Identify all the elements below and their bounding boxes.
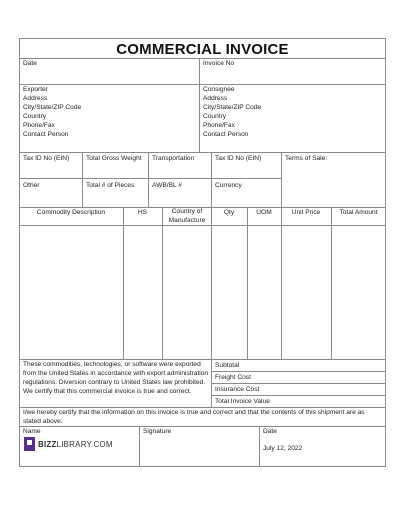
consignee-city: City/State/ZIP Code xyxy=(203,104,262,111)
exporter-label: Exporter xyxy=(23,86,48,93)
line-under-subtotal xyxy=(211,371,386,372)
subtotal-label: Subtotal xyxy=(215,362,240,369)
logo-text xyxy=(38,440,113,449)
consignee-country: Country xyxy=(203,113,227,120)
consignee-address: Address xyxy=(203,95,228,102)
export-disclaimer: These commodities, technologies, or software were exported from the United States in accordance with export administration regulations. Diversion contrary to United States law prohibited. We certify that this commercial invoice is true and correct. xyxy=(23,361,209,395)
logo-brand: BIZZ xyxy=(38,439,57,449)
line-under-insurance xyxy=(211,395,386,396)
line-under-freight xyxy=(211,383,386,384)
awb-bl-label: AWB/BL # xyxy=(152,182,182,189)
exporter-city: City/State/ZIP Code xyxy=(23,104,82,111)
col-divider-2 xyxy=(162,207,163,359)
exporter-contact: Contact Person xyxy=(23,131,69,138)
header-country-of-manufacture: Country of Manufacture xyxy=(168,208,206,224)
header-commodity-description: Commodity Description xyxy=(36,209,106,216)
consignee-label: Consignee xyxy=(203,86,235,93)
freight-cost-label: Freight Cost xyxy=(215,374,251,381)
logo-suffix: LIBRARY.COM xyxy=(56,439,113,449)
header-total-amount: Total Amount xyxy=(339,209,378,216)
divider-name-signature xyxy=(139,426,140,466)
exporter-phone: Phone/Fax xyxy=(23,122,55,129)
consignee-contact: Contact Person xyxy=(203,131,249,138)
divider-date-parties xyxy=(199,58,200,152)
line-under-certification xyxy=(19,426,386,427)
border-left xyxy=(19,38,20,467)
col-divider-3 xyxy=(211,207,212,407)
consignee-phone: Phone/Fax xyxy=(203,122,235,129)
exporter-country: Country xyxy=(23,113,47,120)
page-title: COMMERCIAL INVOICE xyxy=(116,41,289,58)
tax-id-right-label: Tax ID No (EIN) xyxy=(215,155,262,162)
header-unit-price: Unit Price xyxy=(291,209,321,216)
tax-id-left-label: Tax ID No (EIN) xyxy=(23,155,70,162)
exporter-address: Address xyxy=(23,95,48,102)
signature-label: Signature xyxy=(143,428,172,435)
invoice-no-label: Invoice No xyxy=(203,60,235,67)
border-bottom xyxy=(19,466,386,467)
col-divider-1 xyxy=(123,207,124,359)
currency-label: Currency xyxy=(215,182,242,189)
total-invoice-value-label: Total Invoice Value xyxy=(215,398,270,405)
divider-signature-date xyxy=(259,426,260,466)
line-under-parties xyxy=(19,152,386,153)
terms-of-sale-label: Terms of Sale: xyxy=(285,155,328,162)
header-qty: Qty xyxy=(223,209,235,216)
total-gross-weight-label: Total Gross Weight xyxy=(86,155,142,162)
header-hs: HS xyxy=(137,209,148,216)
divider-transport-taxid xyxy=(211,152,212,207)
logo-mark-icon xyxy=(24,437,35,451)
total-pieces-label: Total # of Pieces xyxy=(86,182,135,189)
other-label: Other xyxy=(23,182,40,189)
name-label: Name xyxy=(23,428,41,435)
date-footer-value: July 12, 2022 xyxy=(263,445,303,452)
col-divider-6 xyxy=(331,207,332,359)
divider-taxid-terms xyxy=(281,152,282,207)
certification-statement: I/we hereby certify that the information on this invoice is true and correct and that the contents of this shipment are as stated above. xyxy=(23,409,365,425)
bizzlibrary-logo xyxy=(24,436,113,452)
invoice-form xyxy=(19,38,386,467)
line-under-taxid xyxy=(19,178,281,179)
header-uom: UOM xyxy=(256,209,272,216)
divider-weight-transport xyxy=(148,152,149,207)
col-divider-5 xyxy=(281,207,282,359)
insurance-cost-label: Insurance Cost xyxy=(215,386,260,393)
transportation-label: Transportation xyxy=(152,155,195,162)
date-footer-label: Date xyxy=(263,428,277,435)
date-label: Date xyxy=(23,60,37,67)
col-divider-4 xyxy=(247,207,248,359)
divider-taxid-weight xyxy=(82,152,83,207)
border-right xyxy=(385,38,386,467)
